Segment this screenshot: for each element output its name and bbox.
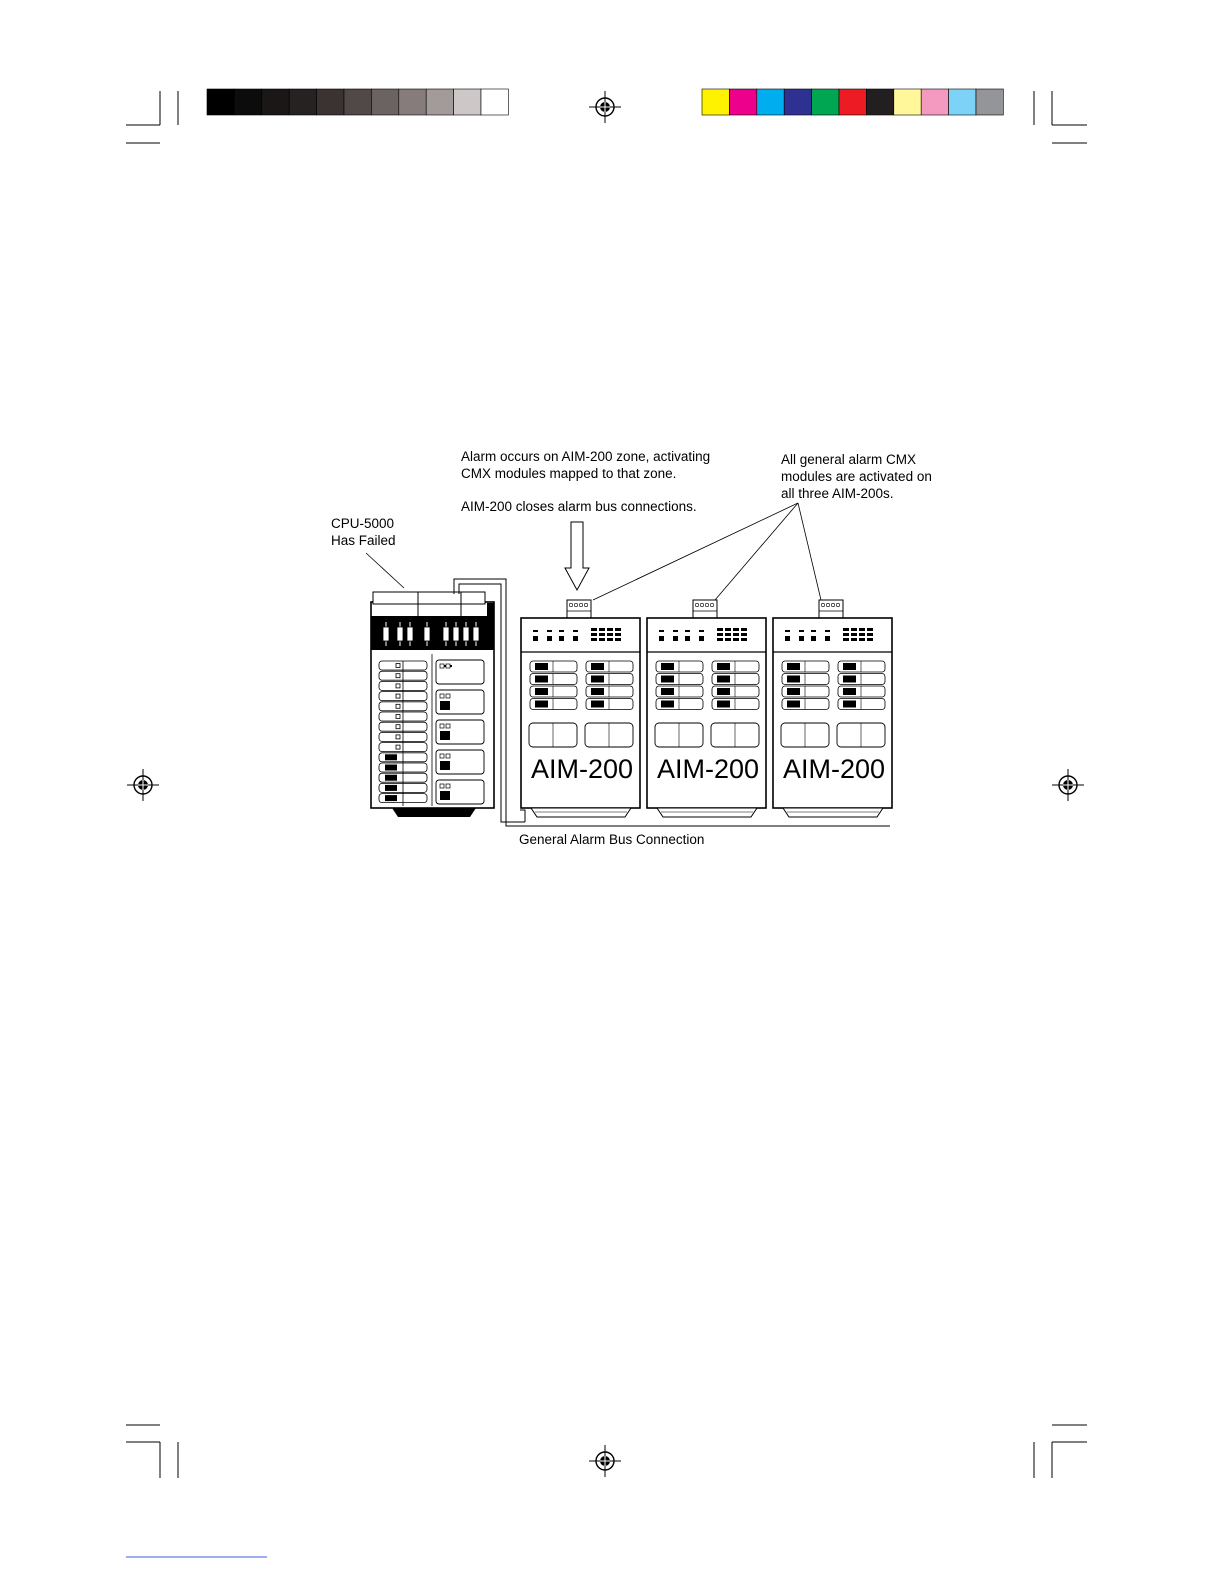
bus-callout-text: AIM-200 closes alarm bus connections. [461, 499, 697, 514]
down-arrow-icon [565, 522, 589, 590]
aim-modules [521, 600, 892, 817]
alarm-callout-line: Alarm occurs on AIM-200 zone, activating [461, 449, 711, 464]
general-callout [781, 451, 932, 502]
leader-lines [366, 503, 821, 600]
cpu-callout-line: Has Failed [331, 533, 396, 548]
alarm-callout [461, 448, 710, 482]
aim-200-module [521, 600, 640, 817]
cpu-callout [331, 515, 396, 549]
aim-200-label: AIM-200 [530, 754, 634, 784]
aim-200-label: AIM-200 [782, 754, 886, 784]
aim-200-module [647, 600, 766, 817]
bus-connection-label [519, 831, 704, 848]
general-callout-line: modules are activated on [781, 469, 932, 484]
bus-connection-text: General Alarm Bus Connection [519, 832, 705, 847]
aim-200-label: AIM-200 [656, 754, 760, 784]
general-callout-line: all three AIM-200s. [781, 486, 894, 501]
bus-callout [461, 498, 697, 515]
cpu-callout-line: CPU-5000 [331, 516, 395, 531]
aim-200-module [773, 600, 892, 817]
cpu-5000-panel [371, 592, 494, 817]
alarm-callout-line: CMX modules mapped to that zone. [461, 466, 677, 481]
general-callout-line: All general alarm CMX [781, 452, 917, 467]
